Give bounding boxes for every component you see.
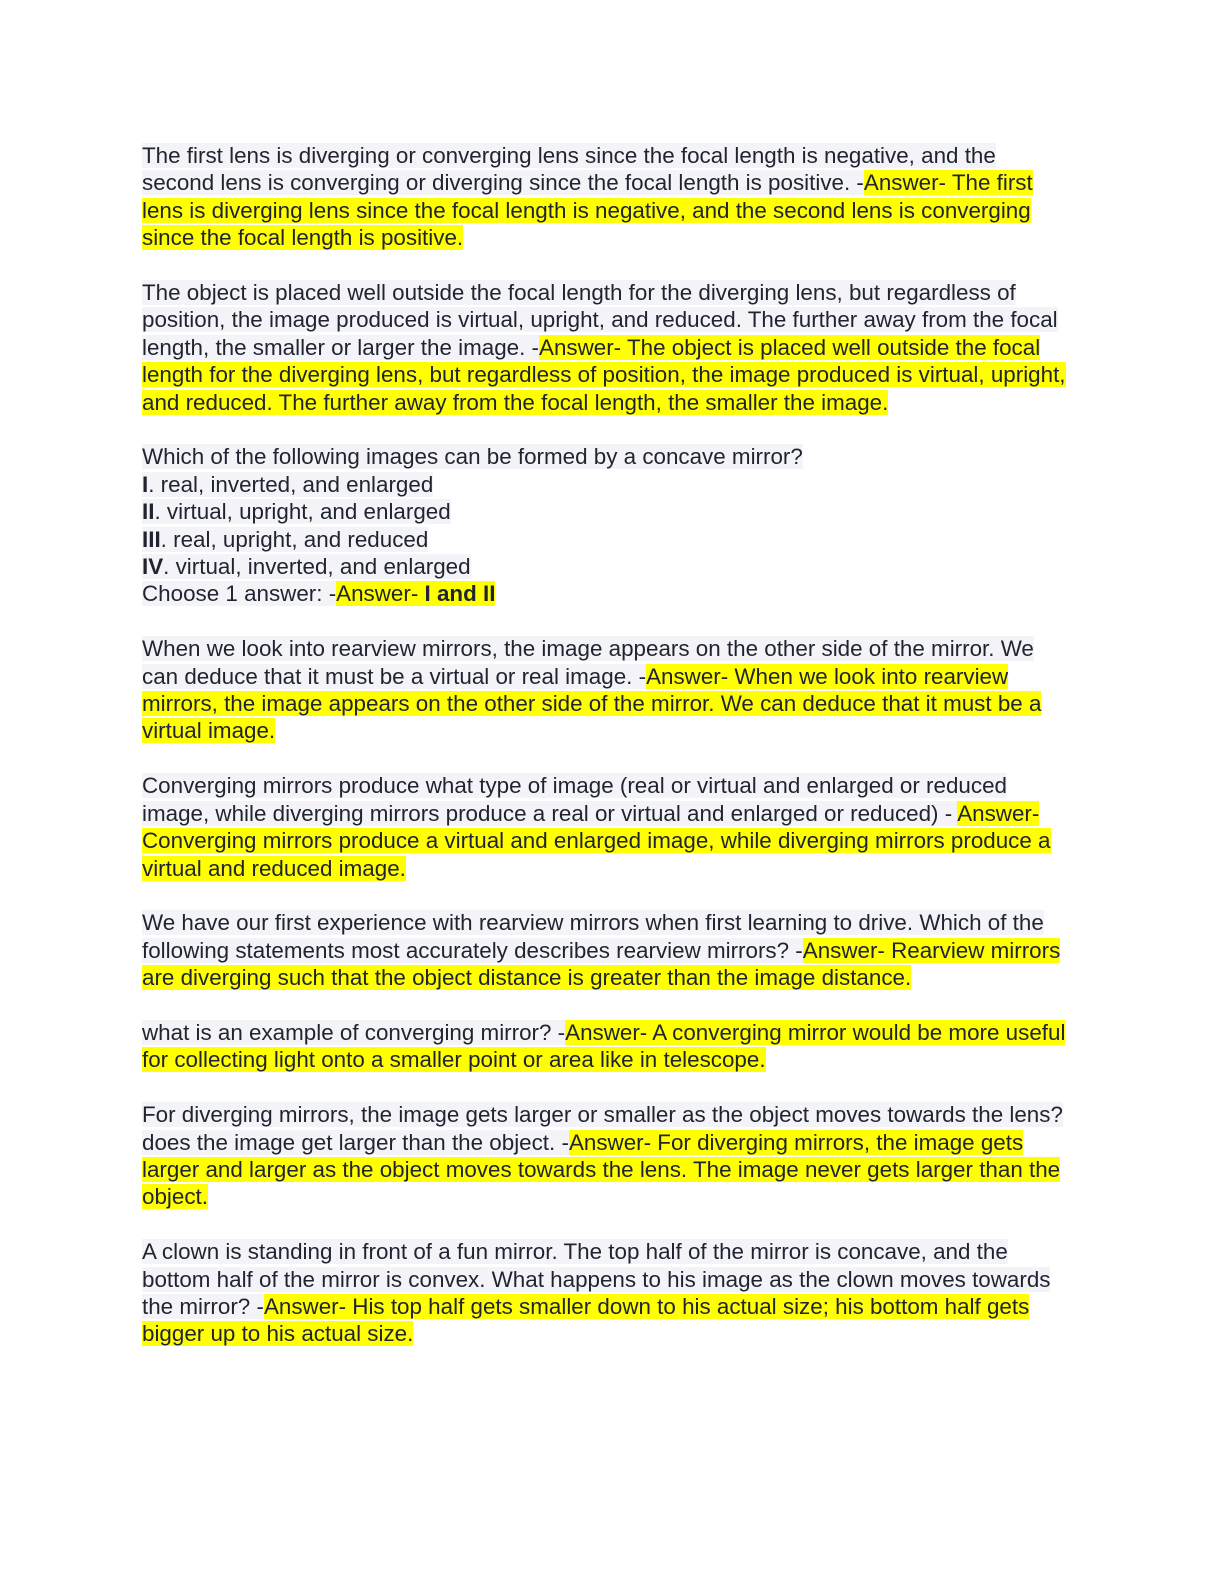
option-text: . real, upright, and reduced [160, 526, 429, 552]
answer-separator: - [850, 170, 864, 196]
answer-text: Answer- Rearview mirrors are diverging such that the object distance is greater than the image distance. [142, 937, 1061, 991]
qa-item-4 [142, 635, 1072, 745]
answer-text: Answer- The object is placed well outside the focal length for the diverging lens, but regardless of position, the image produced is virtual, upright, and reduced. The further away from the focal length, the smaller the image. [142, 334, 1066, 415]
qa-item-8 [142, 1101, 1072, 1211]
answer-text: Answer- For diverging mirrors, the image gets larger and larger as the object moves towards the lens. The image never gets larger than the object. [142, 1129, 1061, 1210]
answer-separator: - [789, 937, 803, 963]
option-line [142, 526, 1072, 553]
option-text: . virtual, upright, and enlarged [154, 499, 451, 525]
qa-item-2 [142, 279, 1072, 416]
document-page [142, 142, 1072, 1375]
question-text: We have our first experience with rearview mirrors when first learning to drive. Which of the following statements most accurately describes rearview mirrors? [142, 910, 1044, 963]
answer-text: Answer- His top half gets smaller down to his actual size; his bottom half gets bigger up to his actual size. [142, 1293, 1030, 1347]
answer-separator: - [322, 581, 337, 607]
question-text: When we look into rearview mirrors, the image appears on the other side of the mirror. We can deduce that it must be a virtual or real image. [142, 636, 1034, 689]
question-text: what is an example of converging mirror? [142, 1019, 552, 1045]
qa-item-3 [142, 443, 1072, 607]
qa-item-9 [142, 1238, 1072, 1348]
answer-text: Answer- Converging mirrors produce a virtual and enlarged image, while diverging mirrors produce a virtual and reduced image. [142, 800, 1051, 881]
option-line [142, 553, 1072, 580]
answer-separator: - [938, 800, 958, 826]
answer-separator: - [555, 1129, 569, 1155]
option-text: . virtual, inverted, and enlarged [163, 554, 471, 580]
question-text: A clown is standing in front of a fun mirror. The top half of the mirror is concave, and the bottom half of the mirror is convex. What happens to his image as the clown moves towards the mirror? [142, 1239, 1051, 1319]
answer-choice: I and II [424, 581, 496, 607]
option-line [142, 498, 1072, 525]
answer-text: Answer- When we look into rearview mirrors, the image appears on the other side of the mirror. We can deduce that it must be a virtual image. [142, 663, 1042, 744]
answer-separator: - [632, 663, 647, 689]
question-text: Converging mirrors produce what type of image (real or virtual and enlarged or reduced image, while diverging mirrors produce a real or virtual and enlarged or reduced) [142, 773, 1007, 826]
question-text: Which of the following images can be formed by a concave mirror? [142, 444, 803, 470]
option-numeral: I [142, 471, 149, 497]
qa-item-7 [142, 1019, 1072, 1074]
option-numeral: II [142, 499, 155, 525]
choose-instruction: Choose 1 answer: [142, 581, 323, 607]
answer-text: Answer- The first lens is diverging lens since the focal length is negative, and the second lens is converging since the focal length is positive. [142, 170, 1033, 251]
answer-prefix: Answer- [336, 581, 425, 607]
qa-item-1 [142, 142, 1072, 252]
question-text: The first lens is diverging or converging lens since the focal length is negative, and the second lens is converging or diverging since the focal length is positive. [142, 143, 996, 196]
option-text: . real, inverted, and enlarged [148, 471, 434, 497]
qa-item-5 [142, 772, 1072, 882]
answer-text [336, 581, 495, 606]
option-numeral: IV [142, 554, 164, 580]
qa-item-6 [142, 909, 1072, 991]
answer-separator: - [525, 334, 540, 360]
answer-text: Answer- A converging mirror would be more useful for collecting light onto a smaller point or area like in telescope. [142, 1019, 1066, 1073]
answer-separator: - [551, 1019, 566, 1045]
question-text: The object is placed well outside the focal length for the diverging lens, but regardless of position, the image produced is virtual, upright, and reduced. The further away from the focal length, the smaller or larger the image. [142, 280, 1058, 360]
answer-separator: - [250, 1293, 264, 1319]
question-text: For diverging mirrors, the image gets larger or smaller as the object moves towards the lens? does the image get larger than the object. [142, 1102, 1063, 1155]
option-numeral: III [142, 526, 161, 552]
option-line [142, 471, 1072, 498]
